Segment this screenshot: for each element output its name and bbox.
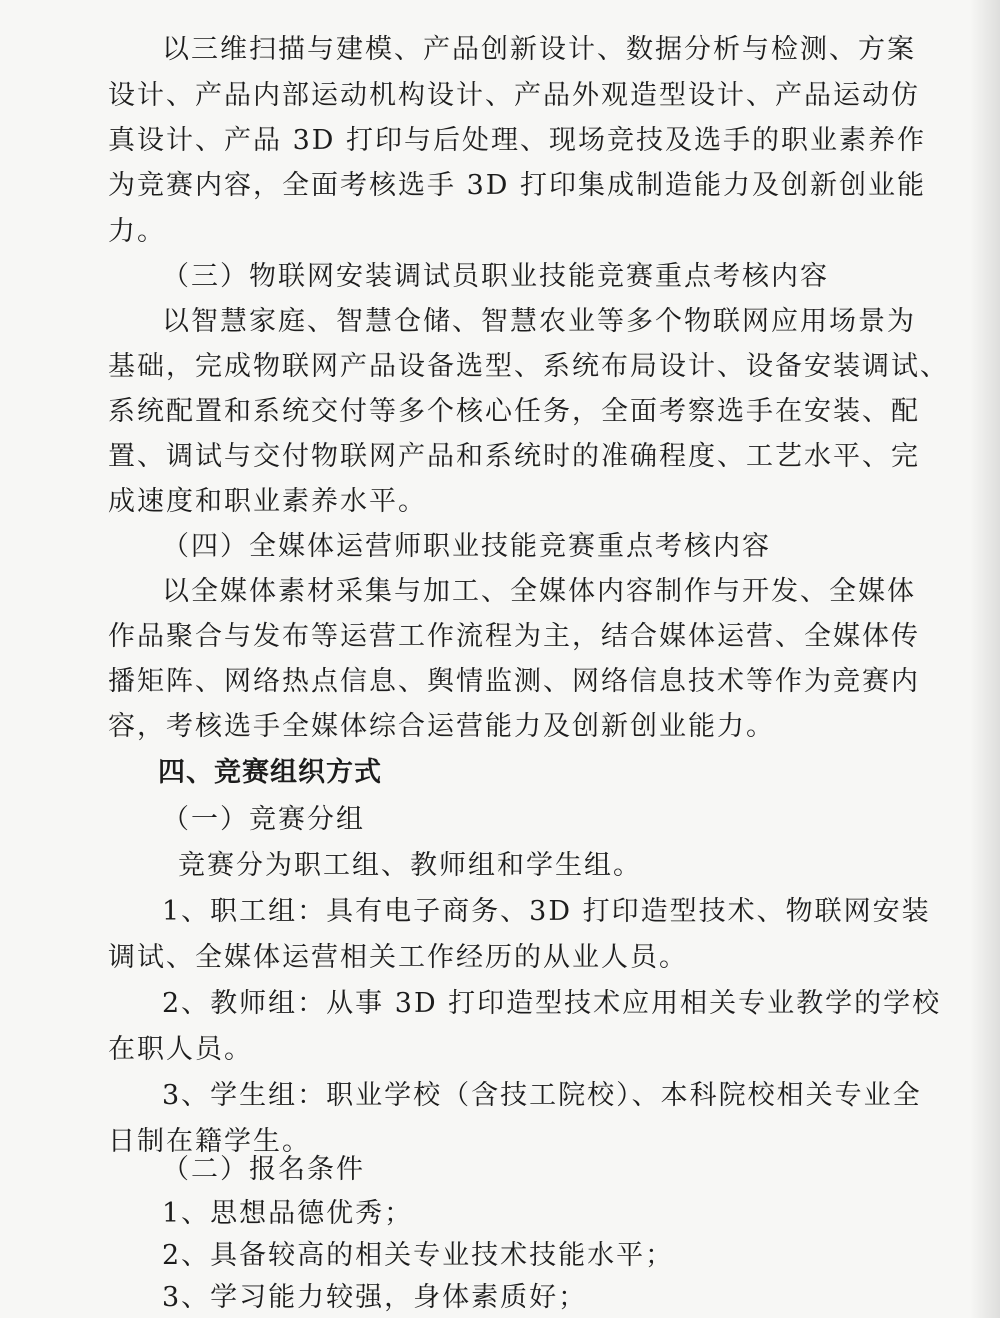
- body-text-line: 日制在籍学生。: [108, 1126, 311, 1157]
- body-text-line: 以三维扫描与建模、产品创新设计、数据分析与检测、方案: [162, 34, 916, 65]
- subsection-heading: （一）竞赛分组: [162, 804, 365, 835]
- subsection-heading: （二）报名条件: [162, 1154, 365, 1185]
- subsection-heading: （三）物联网安装调试员职业技能竞赛重点考核内容: [162, 261, 829, 292]
- body-text-line: 真设计、产品 3D 打印与后处理、现场竞技及选手的职业素养作: [108, 125, 926, 156]
- body-text-line: 系统配置和系统交付等多个核心任务，全面考察选手在安装、配: [108, 396, 920, 427]
- scan-edge-shadow: [970, 0, 1000, 1318]
- body-text-line: 在职人员。: [108, 1034, 253, 1065]
- body-text-line: 置、调试与交付物联网产品和系统时的准确程度、工艺水平、完: [108, 441, 920, 472]
- body-text-line: 以智慧家庭、智慧仓储、智慧农业等多个物联网应用场景为: [162, 306, 916, 337]
- body-text-line: 基础，完成物联网产品设备选型、系统布局设计、设备安装调试、: [108, 351, 949, 382]
- body-text-line: 1、职工组：具有电子商务、3D 打印造型技术、物联网安装: [162, 896, 931, 927]
- body-text-line: 容，考核选手全媒体综合运营能力及创新创业能力。: [108, 711, 775, 742]
- list-item: 2、具备较高的相关专业技术技能水平；: [162, 1240, 675, 1271]
- body-text-line: 播矩阵、网络热点信息、舆情监测、网络信息技术等作为竞赛内: [108, 666, 920, 697]
- list-item: 3、学习能力较强，身体素质好；: [162, 1282, 588, 1313]
- body-text-line: 以全媒体素材采集与加工、全媒体内容制作与开发、全媒体: [162, 576, 916, 607]
- body-text-line: 作品聚合与发布等运营工作流程为主，结合媒体运营、全媒体传: [108, 621, 920, 652]
- section-heading: 四、竞赛组织方式: [158, 757, 382, 788]
- body-text-line: 成速度和职业素养水平。: [108, 486, 427, 517]
- body-text-line: 设计、产品内部运动机构设计、产品外观造型设计、产品运动仿: [108, 80, 920, 111]
- body-text-line: 3、学生组：职业学校（含技工院校）、本科院校相关专业全: [162, 1080, 922, 1111]
- list-item: 1、思想品德优秀；: [162, 1198, 414, 1229]
- body-text-line: 为竞赛内容，全面考核选手 3D 打印集成制造能力及创新创业能: [108, 170, 926, 201]
- body-text-line: 力。: [108, 216, 166, 247]
- body-text-line: 2、教师组：从事 3D 打印造型技术应用相关专业教学的学校: [162, 988, 942, 1019]
- body-text-line: 竞赛分为职工组、教师组和学生组。: [178, 850, 642, 881]
- subsection-heading: （四）全媒体运营师职业技能竞赛重点考核内容: [162, 531, 771, 562]
- body-text-line: 调试、全媒体运营相关工作经历的从业人员。: [108, 942, 688, 973]
